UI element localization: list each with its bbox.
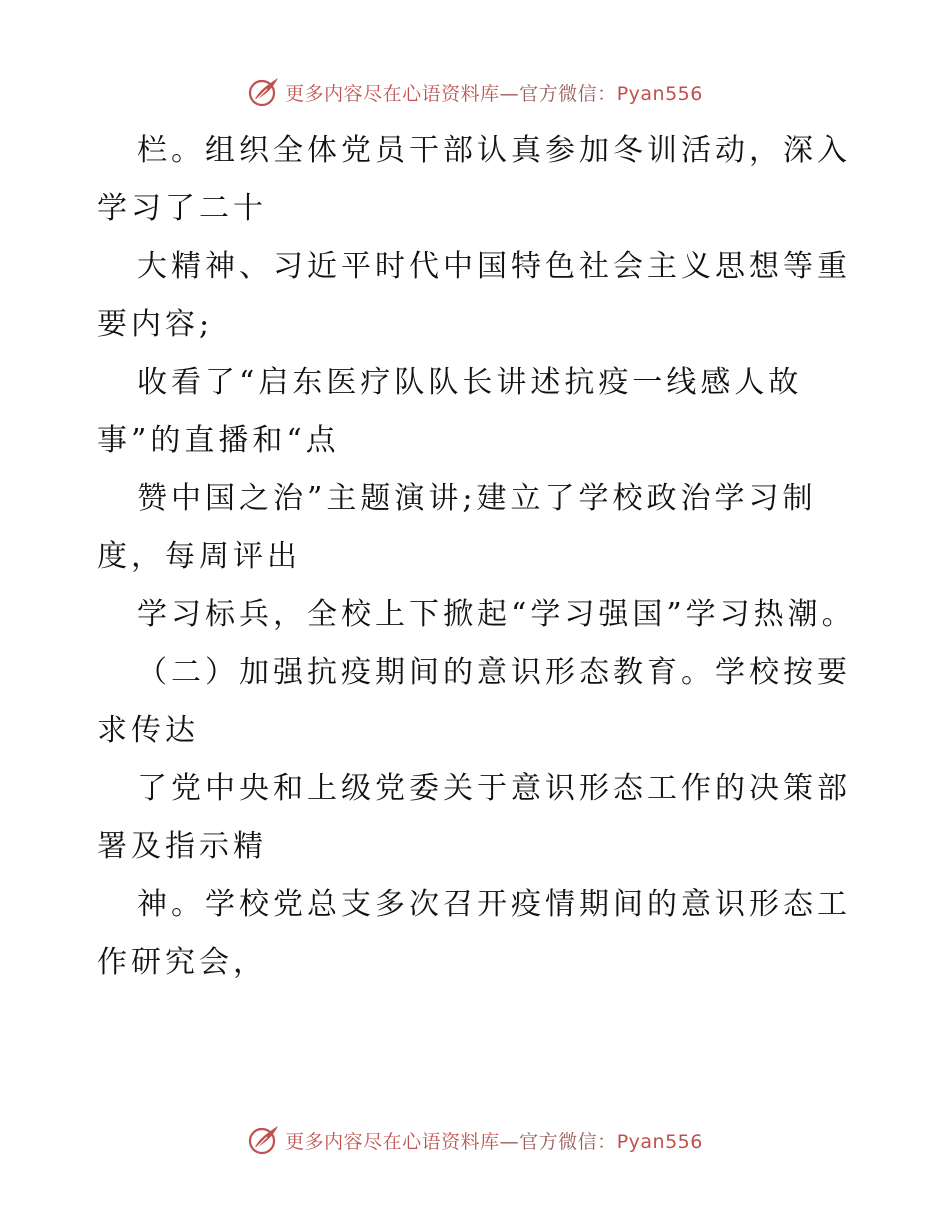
paragraph-2: 大精神、习近平时代中国特色社会主义思想等重要内容;	[97, 249, 851, 342]
banner-dash: —	[499, 82, 520, 105]
banner-main-text: 更多内容尽在心语资料库	[285, 82, 500, 105]
paragraph-3: 收看了“启东医疗队队长讲述抗疫一线感人故事”的直播和“点	[97, 365, 803, 458]
banner-text	[285, 1127, 703, 1154]
quill-logo-icon	[247, 1123, 281, 1157]
banner-wechat-label: 官方微信：	[519, 82, 617, 105]
document-body	[97, 122, 857, 992]
header-banner	[0, 72, 950, 112]
banner-dash: —	[499, 1130, 520, 1153]
paragraph-6: （二）加强抗疫期间的意识形态教育。学校按要求传达	[97, 655, 851, 748]
quill-logo-icon	[247, 75, 281, 109]
footer-banner	[0, 1120, 950, 1160]
paragraph-5: 学习标兵，全校上下掀起“学习强国”学习热潮。	[137, 597, 856, 632]
banner-text	[285, 79, 703, 106]
paragraph-7: 了党中央和上级党委关于意识形态工作的决策部署及指示精	[97, 771, 851, 864]
paragraph-8: 神。学校党总支多次召开疫情期间的意识形态工作研究会，	[97, 887, 851, 980]
banner-wechat-label: 官方微信：	[519, 1130, 617, 1153]
banner-wechat-id: Pyan556	[616, 1130, 703, 1153]
banner-wechat-id: Pyan556	[616, 82, 703, 105]
paragraph-4: 赞中国之治”主题演讲;建立了学校政治学习制度，每周评出	[97, 481, 817, 574]
banner-main-text: 更多内容尽在心语资料库	[285, 1130, 500, 1153]
paragraph-1: 栏。组织全体党员干部认真参加冬训活动，深入学习了二十	[97, 133, 851, 226]
